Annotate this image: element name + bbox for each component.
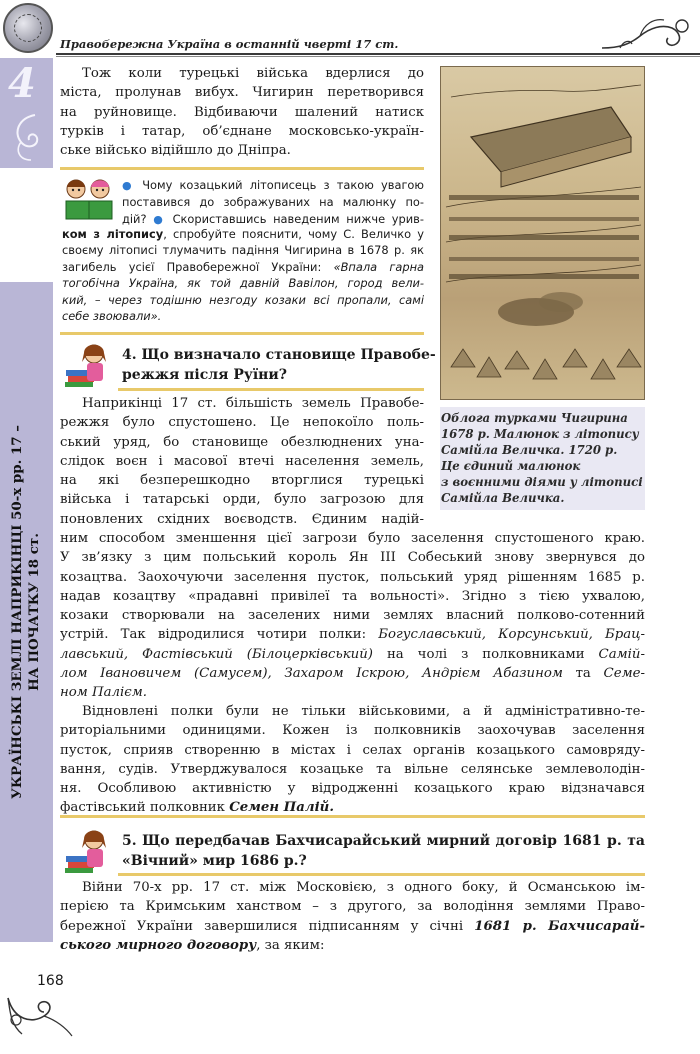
text-italic: Самій- bbox=[598, 646, 645, 662]
siege-illustration bbox=[440, 66, 645, 400]
kids-reading-icon bbox=[62, 175, 117, 223]
q-line-text: , спробуйте пояснити, чому С. Величко у bbox=[163, 227, 424, 241]
girl-books-icon-2 bbox=[62, 826, 112, 874]
text-line: Наприкінці 17 ст. більшість земель Правобе- bbox=[82, 396, 424, 411]
text-line: Тож коли турецькі війська вдерлися до bbox=[82, 66, 424, 81]
text-span: на чолі з полковниками bbox=[386, 646, 585, 662]
page-number: 168 bbox=[37, 973, 64, 989]
side-title-line-1: УКРАЇНСЬКІ ЗЕМЛІ НАПРИКІНЦІ 50-х рр. 17 – bbox=[9, 425, 25, 799]
chapter-swirl-icon bbox=[5, 110, 50, 165]
text-line: Відновлені полки були не тільки військовими, а й адміністративно-те- bbox=[82, 704, 645, 719]
section-5-title bbox=[122, 831, 645, 871]
q-line bbox=[122, 177, 424, 194]
text-line: перією та Кримським ханством – з другого, за володіння землями Право- bbox=[60, 899, 645, 915]
caption-line: з воєнними діями у літописі bbox=[441, 475, 643, 489]
text-span: , за яким: bbox=[256, 937, 325, 953]
section-4-paragraph-2 bbox=[60, 702, 645, 818]
section-5-top-rule bbox=[60, 815, 645, 818]
text-line: ський уряд, бо становище обезлюднених уна- bbox=[60, 434, 424, 450]
q-line-text: загибель усієї Правобережної України: bbox=[62, 259, 322, 274]
text-line: риторіальними одиницями. Кожен із полковників заохочував заселення bbox=[60, 723, 645, 739]
text-line: ня. Особливою активністю у відродженні козацького краю відзначався bbox=[60, 781, 645, 797]
caption-line: Облога турками Чигирина bbox=[441, 411, 628, 425]
text-line: козаки створювали на заселених ними землях власний полково-сотенний bbox=[60, 608, 645, 624]
text-line: Війни 70-х рр. 17 ст. між Московією, з одного боку, й Османською ім- bbox=[82, 880, 645, 895]
text-line: турків і татар, об’єднане московсько-україн- bbox=[60, 123, 424, 139]
q-line: тогобічна Україна, як той давній Вавілон, город вели- bbox=[62, 276, 424, 291]
text-line: слідок воєн і масової втечі населення земель, bbox=[60, 453, 424, 469]
text-span: фастівський полковник bbox=[60, 800, 225, 816]
illustration-caption bbox=[441, 410, 643, 506]
text-line bbox=[60, 664, 645, 683]
text-line: поновлених східних воєводств. Єдиним надій- bbox=[60, 511, 424, 527]
section-4-title bbox=[122, 345, 436, 385]
text-italic: Богуславський, Корсунський, Брац- bbox=[378, 627, 645, 643]
footer-ornament-icon bbox=[4, 990, 74, 1038]
question-box-bottom-rule bbox=[60, 332, 424, 335]
chapter-side-title bbox=[9, 287, 43, 937]
question-box-top-rule bbox=[60, 167, 424, 170]
side-title-line-2: НА ПОЧАТКУ 18 ст. bbox=[26, 533, 42, 691]
section-4-title-line-1: 4. Що визначало становище Правобе- bbox=[122, 347, 436, 363]
bullet-icon: ● bbox=[122, 179, 143, 192]
header-rule bbox=[56, 53, 700, 55]
text-bold-italic: ського мирного договору bbox=[60, 937, 257, 953]
girl-books-icon bbox=[62, 340, 112, 388]
text-italic: ном Палієм. bbox=[60, 685, 147, 701]
section-4-paragraph-narrow bbox=[60, 394, 424, 529]
text-line bbox=[60, 936, 645, 955]
section-4-title-line-2: режжя після Руїни? bbox=[122, 367, 288, 383]
text-line bbox=[60, 645, 645, 664]
q-line-text: Чому козацький літописець з такою увагою bbox=[142, 178, 424, 192]
text-line: війська і татарські орди, було загрозою для bbox=[60, 492, 424, 508]
text-line: на руйновище. Відбиваючи шалений натиск bbox=[60, 104, 424, 120]
text-span: та bbox=[575, 666, 591, 682]
siege-drawing bbox=[441, 67, 645, 400]
question-box-text-wide bbox=[62, 226, 424, 324]
caption-line: Це єдиний малюнок bbox=[441, 459, 581, 473]
q-line: поставився до зображуваних на малюнку по- bbox=[122, 195, 424, 210]
text-line: вання, судів. Утверджувалося козацьке та вільне селянське землеволодін- bbox=[60, 761, 645, 777]
section-4-rule bbox=[118, 388, 424, 391]
text-line: на які безперешкодно вторглися турецькі bbox=[60, 473, 424, 489]
text-bold-italic: Семен Палій. bbox=[229, 800, 334, 816]
text-line bbox=[60, 683, 645, 702]
text-line: ське військо відійшло до Дніпра. bbox=[60, 143, 291, 159]
caption-line: Самійла Величка. 1720 р. bbox=[441, 443, 618, 457]
caption-line: Самійла Величка. bbox=[441, 491, 565, 505]
section-5-title-line-1: 5. Що передбачав Бахчисарайський мирний договір 1681 р. та bbox=[122, 833, 645, 849]
q-line-bold: ком з літопису bbox=[62, 227, 164, 241]
q-line bbox=[62, 259, 424, 275]
header-rule-thin bbox=[56, 56, 700, 57]
section-4-paragraph-full bbox=[60, 529, 645, 703]
bullet-icon: ● bbox=[153, 212, 166, 226]
text-bold-italic: 1681 р. Бахчисарай- bbox=[474, 918, 645, 934]
text-line bbox=[60, 917, 645, 936]
q-line-text: дій? bbox=[122, 211, 147, 226]
text-italic: Семе- bbox=[603, 666, 645, 682]
text-line: пусток, сприяв створенню в містах і селах органів козацького самовряду- bbox=[60, 742, 645, 758]
chapter-number: 4 bbox=[8, 60, 36, 107]
section-5-title-line-2: «Вічний» мир 1686 р.? bbox=[122, 853, 307, 869]
running-header: Правобережна Україна в останній чверті 17 ст. bbox=[60, 37, 399, 51]
q-line bbox=[62, 226, 424, 242]
text-line: ним способом зменшення цієї загрози було заселення спустошеного краю. bbox=[60, 531, 645, 546]
text-line: козацтва. Заохочуючи заселення пусток, польський уряд рішенням 1685 р. bbox=[60, 569, 645, 585]
text-line: надав козацтву «прадавні привілеї та вольності». Згідно з тією ухвалою, bbox=[60, 588, 645, 604]
q-line-text: Скориставшись наведеним нижче урив- bbox=[172, 211, 425, 226]
q-line: кий, – через тодішню незгоду козаки всі пропали, самі bbox=[62, 292, 424, 307]
text-line: режжя було спустошено. Це непокоїло поль- bbox=[60, 415, 424, 431]
question-box-text bbox=[122, 177, 424, 228]
text-span: устрій. Так відродилися чотири полки: bbox=[60, 627, 367, 643]
text-line bbox=[60, 625, 645, 644]
text-italic: лавський, Фастівський (Білоцерківський) bbox=[60, 646, 373, 662]
text-span: бережної України завершилися підписанням у січні bbox=[60, 918, 464, 934]
q-line-italic: «Впала гарна bbox=[333, 259, 425, 274]
q-line: своєму літописі тлумачить падіння Чигирина в 1678 р. як bbox=[62, 243, 424, 258]
text-line: міста, пролунав вибух. Чигирин перетворився bbox=[60, 85, 424, 101]
text-line: У зв’язку з цим польський король Ян ІІІ Собеський знову звернувся до bbox=[60, 550, 645, 566]
header-medal-emblem bbox=[3, 3, 53, 53]
text-italic: лом Івановичем (Самусем), Захаром Іскрою, Андрієм Абазином bbox=[60, 666, 563, 682]
intro-paragraph bbox=[60, 64, 424, 160]
section-5-paragraph bbox=[60, 878, 645, 955]
header-ornament-icon bbox=[600, 14, 690, 52]
caption-line: 1678 р. Малюнок з літопису bbox=[441, 427, 639, 441]
q-line: себе звоювали». bbox=[62, 309, 162, 324]
section-5-rule bbox=[118, 873, 645, 876]
